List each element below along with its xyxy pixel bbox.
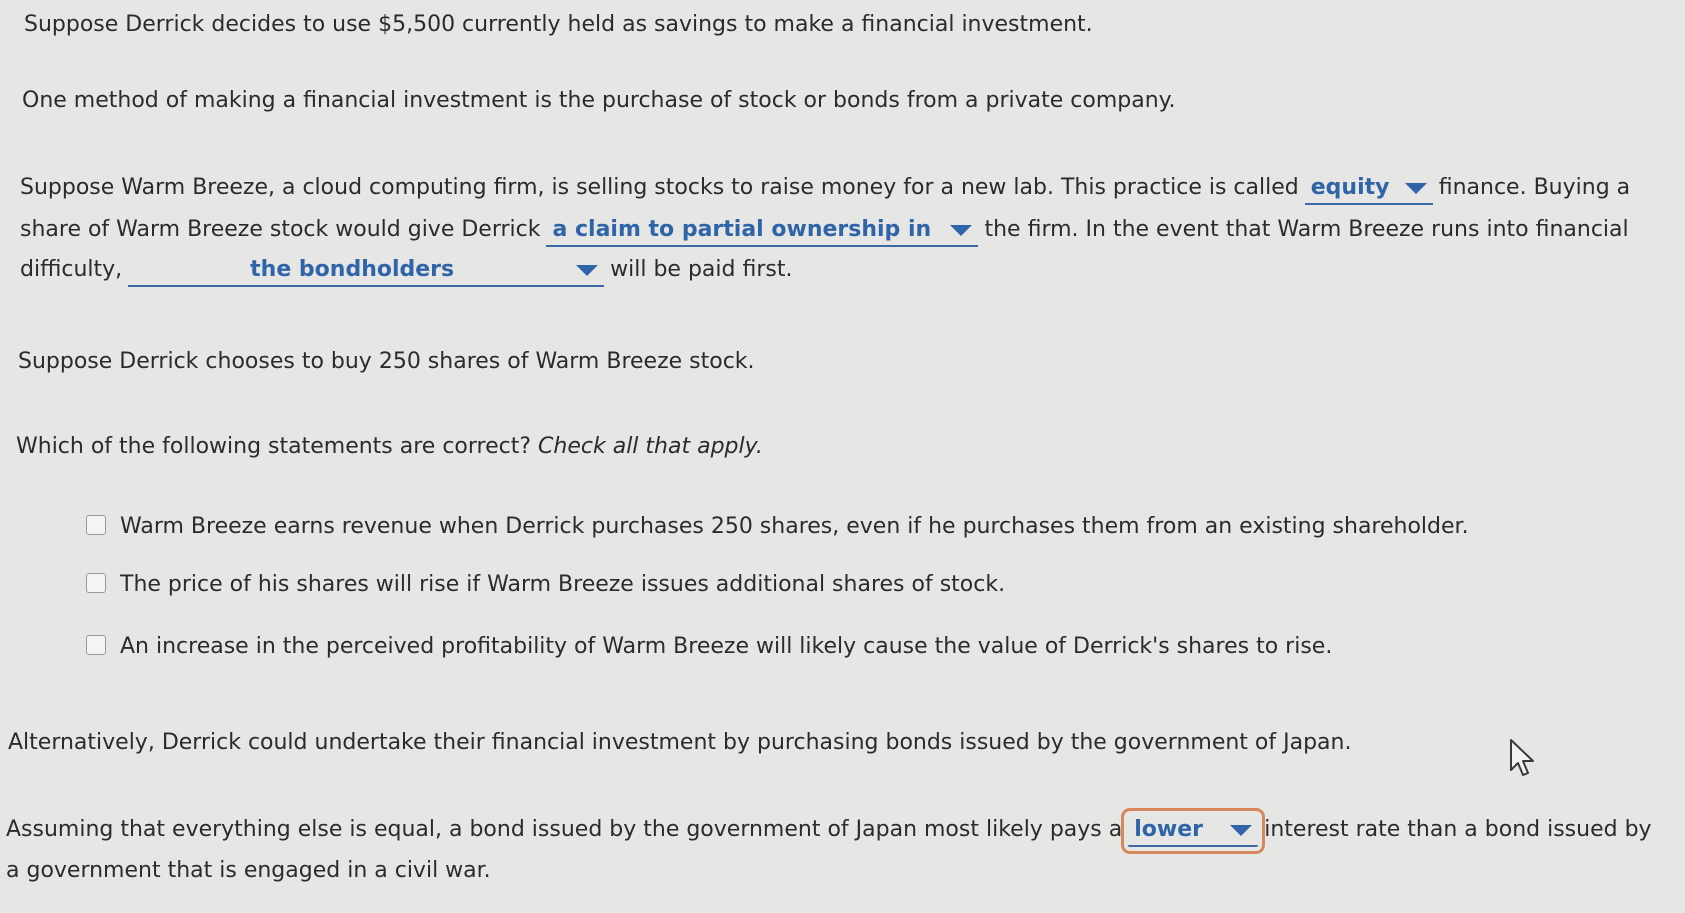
option-label: The price of his shares will rise if Warm Breeze issues additional shares of stock. (120, 572, 1006, 597)
interest-paragraph-line-2: a government that is engaged in a civil war. (6, 858, 491, 883)
option-checkbox[interactable] (86, 573, 106, 593)
equity-paragraph-line-1 (20, 173, 1630, 205)
question-text: Which of the following statements are correct? (16, 434, 532, 459)
bonds-paragraph: Alternatively, Derrick could undertake their financial investment by purchasing bonds issued by the government of Japan. (8, 730, 1352, 755)
ownership-dropdown[interactable] (546, 215, 978, 247)
paid-first-dropdown[interactable] (128, 255, 604, 287)
question-instruction: Check all that apply. (538, 434, 763, 459)
shares-paragraph: Suppose Derrick chooses to buy 250 shares of Warm Breeze stock. (18, 349, 755, 374)
dropdown-value: equity (1310, 175, 1390, 200)
option-checkbox[interactable] (86, 515, 106, 535)
chevron-down-icon (576, 265, 598, 276)
mouse-pointer-icon (1508, 738, 1540, 780)
intro-paragraph: Suppose Derrick decides to use $5,500 currently held as savings to make a financial investment. (24, 12, 1093, 37)
dropdown-value: a claim to partial ownership in (552, 217, 932, 242)
equity-paragraph-line-3 (20, 255, 792, 287)
text-segment: Assuming that everything else is equal, a bond issued by the government of Japan most likely pays a (6, 817, 1123, 842)
chevron-down-icon (1405, 183, 1427, 194)
dropdown-value: lower (1134, 817, 1203, 842)
text-segment: the firm. In the event that Warm Breeze runs into financial (984, 217, 1629, 242)
method-paragraph: One method of making a financial investment is the purchase of stock or bonds from a private company. (22, 88, 1176, 113)
interest-rate-dropdown[interactable] (1128, 815, 1258, 847)
text-segment: difficulty, (20, 257, 123, 282)
text-segment: interest rate than a bond issued by (1264, 817, 1652, 842)
text-segment: share of Warm Breeze stock would give Derrick (20, 217, 541, 242)
answer-option-3[interactable] (86, 632, 1332, 662)
chevron-down-icon (1230, 825, 1252, 836)
interest-paragraph-line-1 (6, 815, 1652, 847)
answer-option-1[interactable] (86, 512, 1469, 542)
question-prompt (16, 432, 763, 462)
option-label: Warm Breeze earns revenue when Derrick purchases 250 shares, even if he purchases them from an existing shareholder. (120, 514, 1469, 539)
finance-type-dropdown[interactable] (1305, 173, 1433, 205)
text-segment: Suppose Warm Breeze, a cloud computing firm, is selling stocks to raise money for a new lab. This practice is called (20, 175, 1299, 200)
answer-option-2[interactable] (86, 570, 1005, 600)
text-segment: finance. Buying a (1438, 175, 1631, 200)
chevron-down-icon (950, 225, 972, 236)
option-label: An increase in the perceived profitability of Warm Breeze will likely cause the value of Derrick's shares to rise. (120, 634, 1333, 659)
dropdown-value: the bondholders (250, 257, 455, 282)
equity-paragraph-line-2 (20, 215, 1629, 247)
text-segment: will be paid first. (610, 257, 793, 282)
option-checkbox[interactable] (86, 635, 106, 655)
